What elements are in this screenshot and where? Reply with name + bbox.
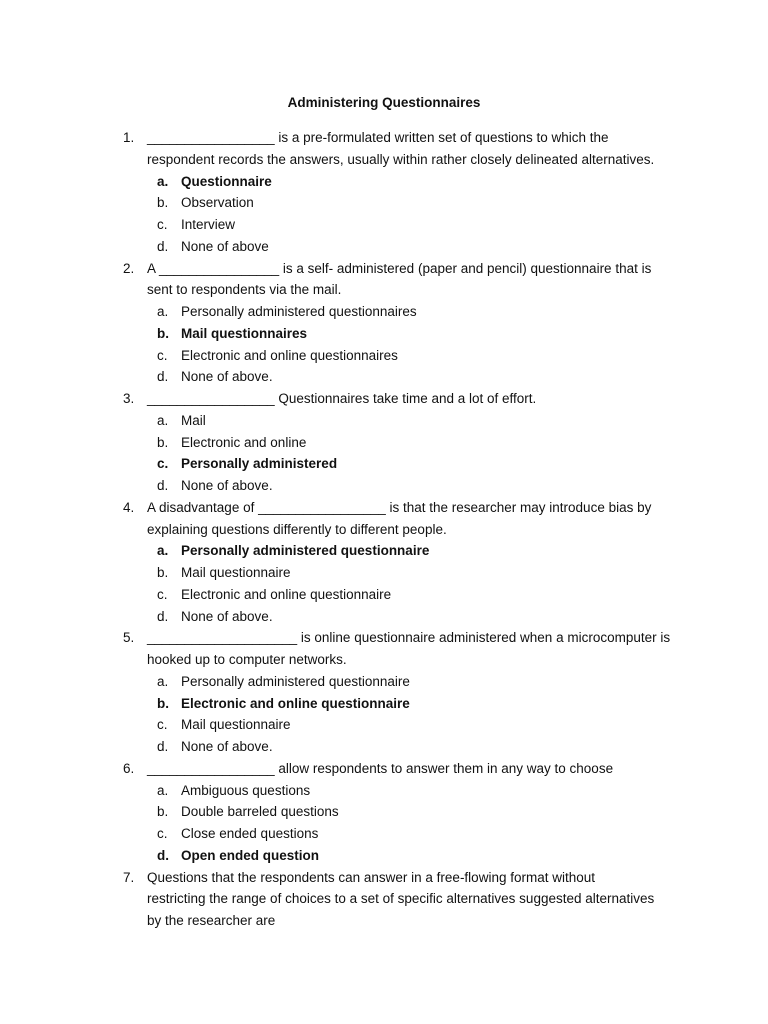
question-text-line: _________________ allow respondents to answer them in any way to choose [147,760,614,776]
answer-option [0,714,768,736]
option-text: Personally administered questionnaire [181,543,430,559]
option-text: Interview [181,217,236,232]
option-text: Ambiguous questions [181,782,311,798]
question-text [147,867,768,932]
answer-option [0,606,768,628]
option-text: Personally administered [181,456,338,472]
answer-option [0,410,768,432]
answer-option [0,475,768,497]
option-letter: a. [157,173,169,189]
question-text-line: explaining questions differently to different people. [147,521,447,537]
option-text: Mail questionnaire [181,565,291,580]
option-text: Close ended questions [181,826,319,841]
option-text: Mail questionnaires [181,325,308,341]
option-text: None of above. [181,739,273,754]
option-text: Mail questionnaire [181,717,291,733]
question-text [147,627,768,671]
option-letter: c. [157,217,168,232]
option-letter: d. [157,369,169,385]
answer-option [0,192,768,214]
option-letter: c. [157,826,168,841]
question-item [0,497,768,628]
question-number: 4. [123,499,135,515]
option-letter: a. [157,673,169,689]
answer-option [0,432,768,454]
answer-option [0,736,768,758]
option-text: Personally administered questionnaire [181,673,410,689]
option-letter: d. [157,739,169,754]
question-text-line: ____________________ is online questionnaire administered when a microcomputer is [147,630,671,646]
option-letter: a. [157,543,169,559]
question-text-line: hooked up to computer networks. [147,652,347,667]
option-text: Electronic and online questionnaire [181,695,410,711]
answer-option [0,453,768,475]
question-list [0,127,768,932]
question-text [147,127,768,171]
question-number: 2. [123,260,135,276]
answer-option [0,845,768,867]
answer-option [0,214,768,236]
option-letter: b. [157,325,169,341]
answer-option [0,693,768,715]
question-text-line: _________________ Questionnaires take time and a lot of effort. [147,391,537,406]
question-text [147,758,768,780]
option-text: Personally administered questionnaires [181,304,417,319]
question-item [0,258,768,389]
option-letter: b. [157,565,169,580]
option-letter: a. [157,304,169,319]
option-text: Open ended question [181,847,320,863]
option-letter: b. [157,195,169,211]
option-text: Double barreled questions [181,804,339,820]
option-letter: c. [157,717,168,733]
option-letter: b. [157,434,169,450]
option-text: Electronic and online questionnaires [181,347,398,363]
answer-option [0,584,768,606]
option-letter: a. [157,412,169,428]
option-letter: d. [157,608,169,624]
option-text: Electronic and online [181,434,307,450]
answer-option [0,540,768,562]
question-item [0,867,768,932]
option-letter: c. [157,586,168,602]
option-letter: c. [157,456,169,472]
question-number: 5. [123,630,135,646]
answer-option [0,671,768,693]
question-text-line: Questions that the respondents can answer in a free-flowing format without [147,869,595,885]
question-text [147,388,768,410]
question-number: 3. [123,391,135,406]
option-letter: d. [157,847,169,863]
option-text: None of above. [181,608,273,624]
option-text: Questionnaire [181,173,272,189]
answer-option [0,780,768,802]
question-text-line: respondent records the answers, usually within rather closely delineated alternatives. [147,151,655,167]
question-item [0,758,768,867]
answer-option [0,801,768,823]
option-text: Electronic and online questionnaire [181,586,392,602]
question-text-line: A ________________ is a self- administered (paper and pencil) questionnaire that is [147,260,652,276]
question-number: 7. [123,869,135,885]
option-letter: c. [157,347,168,363]
answer-option [0,562,768,584]
question-text-line: restricting the range of choices to a set of specific alternatives suggested alternatives [147,891,655,907]
question-item [0,388,768,497]
question-item [0,127,768,258]
question-number: 6. [123,760,135,776]
question-text [147,258,768,302]
question-text [147,497,768,541]
answer-option [0,171,768,193]
answer-option [0,323,768,345]
question-number: 1. [123,130,135,145]
answer-option [0,366,768,388]
question-text-line: sent to respondents via the mail. [147,282,342,298]
answer-option [0,823,768,845]
question-text-line: A disadvantage of _________________ is that the researcher may introduce bias by [147,499,652,515]
option-letter: b. [157,804,169,820]
question-item [0,627,768,758]
option-letter: a. [157,782,169,798]
option-text: None of above. [181,478,273,493]
question-text-line: _________________ is a pre-formulated written set of questions to which the [147,130,609,145]
question-text-line: by the researcher are [147,913,276,928]
page-title: Administering Questionnaires [287,95,481,110]
option-letter: b. [157,695,169,711]
option-text: Observation [181,195,254,211]
option-text: Mail [181,412,206,428]
answer-option [0,236,768,258]
answer-option [0,301,768,323]
option-text: None of above. [181,369,273,385]
option-text: None of above [181,238,269,254]
answer-option [0,345,768,367]
option-letter: d. [157,238,169,254]
option-letter: d. [157,478,169,493]
